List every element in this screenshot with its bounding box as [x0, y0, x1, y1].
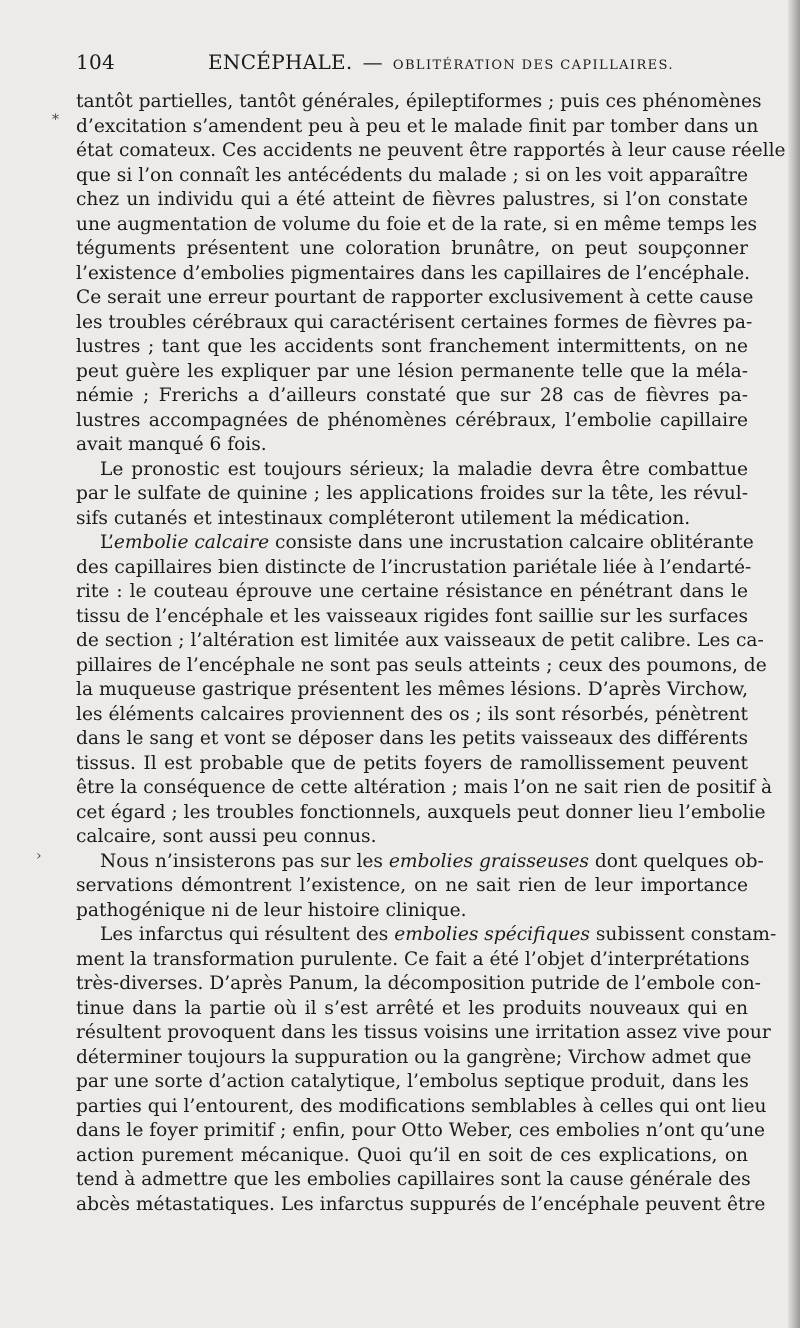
text-line [76, 409, 748, 434]
text-segment: par une sorte d’action catalytique, l’embolus septique produit, dans les [76, 1071, 749, 1092]
text-segment: cet égard ; les troubles fonctionnels, auxquels peut donner lieu l’embolie [76, 801, 766, 823]
text-segment: téguments présentent une coloration brunâtre, on peut soupçonner [76, 238, 748, 259]
text-line [76, 850, 764, 875]
text-segment: par le sulfate de quinine ; les applications froides sur la tête, les révul- [76, 483, 748, 504]
text-segment: consiste dans une incrustation calcaire oblitérante [269, 532, 754, 553]
running-header [76, 50, 748, 84]
text-line [76, 384, 748, 409]
text-segment: la muqueuse gastrique présentent les mêmes lésions. D’après Virchow, [76, 679, 749, 700]
text-segment: état comateux. Ces accidents ne peuvent être rapportés à leur cause réelle [76, 140, 786, 161]
italic-term: embolies spécifiques [394, 924, 590, 945]
text-segment: les éléments calcaires proviennent des os ; ils sont résorbés, pénètrent [76, 703, 748, 725]
text-segment: parties qui l’entourent, des modifications semblables à celles qui ont lieu [76, 1095, 767, 1117]
text-segment: ment la transformation purulente. Ce fait a été l’objet d’interprétations [76, 948, 750, 970]
text-segment: lustres ; tant que les accidents sont franchement intermittents, on ne [76, 336, 748, 357]
text-segment: lustres accompagnées de phénomènes cérébraux, l’embolie capillaire [76, 409, 748, 431]
section-title: OBLITÉRATION DES CAPILLAIRES. [392, 58, 674, 73]
text-line [76, 90, 762, 115]
text-segment: abcès métastatiques. Les infarctus suppurés de l’encéphale peuvent être [76, 1193, 766, 1215]
text-segment: de section ; l’altération est limitée aux vaisseaux de petit calibre. Les ca- [76, 630, 764, 651]
header-dash: — [362, 50, 383, 74]
text-segment: pillaires de l’encéphale ne sont pas seuls atteints ; ceux des poumons, de [76, 654, 767, 676]
text-line [76, 1144, 748, 1169]
text-line [76, 335, 748, 360]
text-line [76, 629, 764, 654]
text-segment: tissus. Il est probable que de petits foyers de ramollissement peuvent [76, 752, 748, 774]
text-line [76, 899, 748, 924]
text-segment: d’excitation s’amendent peu à peu et le malade finit par tomber dans un [76, 115, 759, 137]
text-segment: dans le foyer primitif ; enfin, pour Otto Weber, ces embolies n’ont qu’une [76, 1120, 766, 1141]
text-segment: rite : le couteau éprouve une certaine résistance en pénétrant dans le [76, 581, 748, 602]
text-line [76, 556, 752, 581]
text-line [76, 948, 748, 973]
page-number: 104 [76, 50, 116, 74]
text-line [76, 286, 754, 311]
text-line [76, 825, 748, 850]
text-segment: tantôt partielles, tantôt générales, épileptiformes ; puis ces phénomènes [76, 91, 762, 112]
text-segment: pathogénique ni de leur histoire clinique. [76, 899, 467, 921]
text-line [76, 188, 748, 213]
text-line [76, 482, 748, 507]
text-segment: avait manqué 6 fois. [76, 434, 267, 455]
text-segment: subissent constam- [589, 924, 777, 945]
text-line [76, 1193, 766, 1218]
text-segment: que si l’on connaît les antécédents du malade ; si on les voit apparaître [76, 164, 748, 186]
page-gutter-shadow [788, 0, 800, 1328]
text-line [76, 776, 773, 801]
text-segment: déterminer toujours la suppuration ou la gangrène; Virchow admet que [76, 1046, 752, 1068]
text-line [76, 752, 748, 777]
italic-term: embolie calcaire [113, 532, 270, 553]
text-segment: dans le sang et vont se déposer dans les petits vaisseaux des différents [76, 728, 748, 749]
text-line [76, 678, 748, 703]
text-segment: servations démontrent l’existence, on ne sait rien de leur importance [76, 875, 748, 896]
text-line [76, 433, 748, 458]
text-segment: Le pronostic est toujours sérieux; la maladie devra être combattue [100, 458, 748, 480]
text-line [76, 1070, 748, 1095]
text-segment: les troubles cérébraux qui caractérisent certaines formes de fièvres pa- [76, 311, 753, 333]
text-line [76, 972, 761, 997]
text-segment: tinue dans la partie où il s’est arrêté et les produits nouveaux qui en [76, 997, 748, 1019]
text-line [76, 311, 753, 336]
running-title: ENCÉPHALE. [208, 50, 353, 74]
text-line [76, 997, 748, 1022]
text-segment: dont quelques ob- [588, 850, 764, 872]
text-line [76, 874, 748, 899]
text-line [76, 531, 754, 556]
text-line [76, 703, 748, 728]
text-segment: être la conséquence de cette altération ; mais l’on ne sait rien de positif à [76, 777, 773, 798]
text-line [76, 458, 748, 483]
text-line [76, 507, 748, 532]
text-line [76, 801, 766, 826]
text-line [76, 213, 758, 238]
body-text [76, 90, 786, 1217]
text-segment: Nous n’insisterons pas sur les [100, 850, 389, 872]
text-segment: Ce serait une erreur pourtant de rapporter exclusivement à cette cause [76, 287, 754, 308]
margin-mark: › [36, 848, 42, 864]
text-segment: Les infarctus qui résultent des [100, 924, 395, 945]
italic-term: embolies graisseuses [388, 850, 589, 872]
text-line [76, 727, 748, 752]
text-segment: sifs cutanés et intestinaux compléteront utilement la médication. [76, 507, 691, 529]
text-segment: résultent provoquent dans les tissus voisins une irritation assez vive pour [76, 1022, 771, 1043]
text-line [76, 1168, 751, 1193]
text-segment: chez un individu qui a été atteint de fièvres palustres, si l’on constate [76, 189, 748, 210]
text-segment: action purement mécanique. Quoi qu’il en soit de ces explications, on [76, 1144, 748, 1166]
text-line [76, 115, 759, 140]
book-page [76, 50, 786, 1217]
text-line [76, 654, 767, 679]
margin-mark: * [52, 112, 59, 128]
text-segment: l’existence d’embolies pigmentaires dans les capillaires de l’encéphale. [76, 262, 751, 284]
text-line [76, 923, 777, 948]
text-line [76, 1046, 752, 1071]
text-segment: une augmentation de volume du foie et de la rate, si en même temps les [76, 213, 758, 235]
text-line [76, 139, 786, 164]
text-line [76, 164, 748, 189]
text-line [76, 605, 748, 630]
text-line [76, 1095, 767, 1120]
text-line [76, 580, 748, 605]
text-line [76, 360, 748, 385]
text-segment: calcaire, sont aussi peu connus. [76, 826, 377, 847]
text-segment: tissu de l’encéphale et les vaisseaux rigides font saillie sur les surfaces [76, 605, 748, 627]
text-line [76, 237, 748, 262]
text-segment: némie ; Frerichs a d’ailleurs constaté que sur 28 cas de fièvres pa- [76, 385, 748, 406]
text-segment: peut guère les expliquer par une lésion permanente telle que la méla- [76, 360, 748, 382]
text-segment: tend à admettre que les embolies capillaires sont la cause générale des [76, 1169, 751, 1190]
text-segment: très-diverses. D’après Panum, la décomposition putride de l’embole con- [76, 973, 761, 994]
text-line [76, 1021, 771, 1046]
text-line [76, 262, 751, 287]
text-line [76, 1119, 766, 1144]
text-segment: L’ [100, 532, 114, 553]
text-segment: des capillaires bien distincte de l’incrustation pariétale liée à l’endarté- [76, 556, 752, 578]
